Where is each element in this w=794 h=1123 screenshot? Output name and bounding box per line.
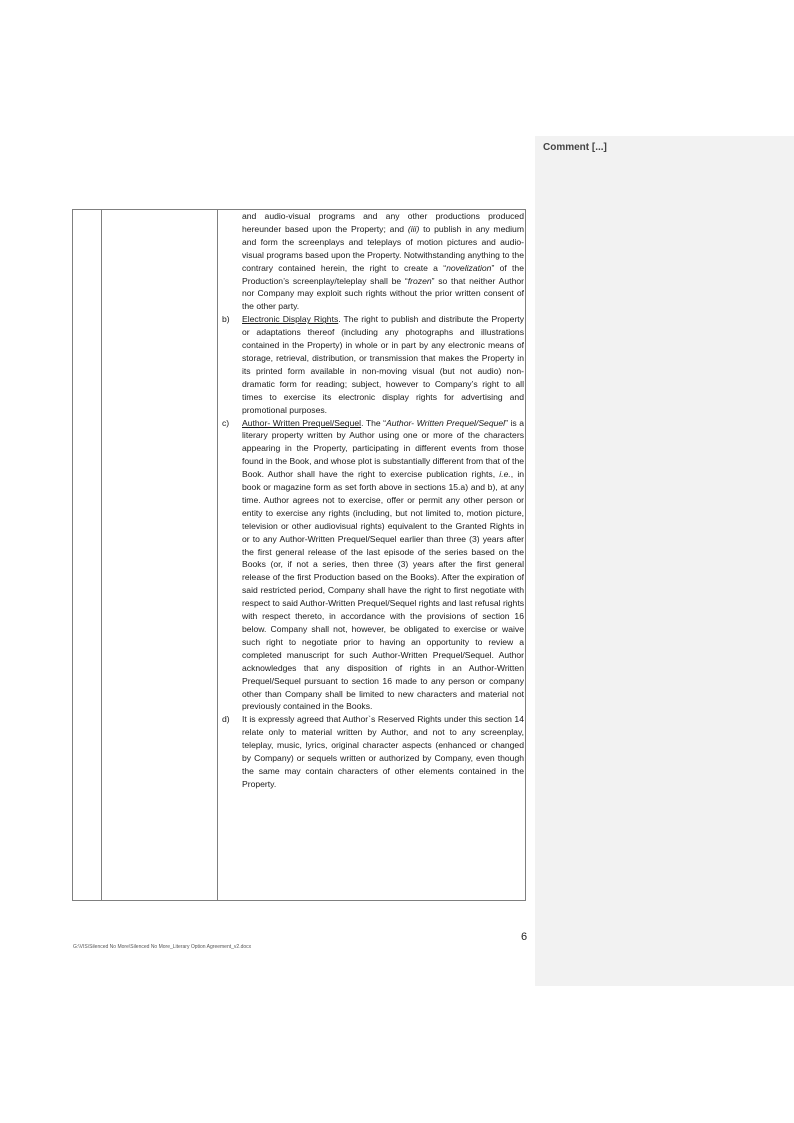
table-text-cell (222, 210, 524, 791)
page-number: 6 (521, 931, 528, 943)
list-item-text (242, 713, 524, 790)
table-column-divider-2 (217, 210, 218, 900)
list-item-paragraph (242, 417, 524, 714)
lettered-list (222, 313, 524, 791)
heading-run: Electronic Display Rights (242, 314, 339, 325)
list-item-text (242, 313, 524, 416)
list-item-label: c) (222, 417, 230, 428)
comment-pane (535, 136, 794, 986)
italic-run: frozen (407, 275, 432, 286)
list-item-label: d) (222, 714, 230, 725)
text-run: ” is a literary property written by Author using one or more of the characters appearing in the Property, participating in different events from those found in the Book, and whose plot is substantially different from that of the Book. Author shall have the right to exercise publication rights, (242, 417, 524, 480)
text-run: It is expressly agreed that Author`s Reserved Rights under this section 14 relate only to material written by Author, and not to any screenplay, teleplay, music, lyrics, original character aspects (enhanced or changed by Company) or sequels written or authorized by Company, even though the same may contain characters of other elements contained in the Property. (242, 714, 524, 789)
text-run: and audio-visual programs and any other productions produced hereunder based upon the Property; and (242, 211, 524, 234)
list-item-paragraph (242, 713, 524, 790)
agreement-table (72, 209, 526, 901)
list-item-paragraph (242, 313, 524, 416)
comment-pane-title: Comment [...] (543, 142, 607, 153)
table-column-divider-1 (101, 210, 102, 900)
italic-run: Author- Written Prequel/Sequel (386, 417, 506, 428)
text-run: ” so that neither Author nor Company may exploit such rights without the prior written consent of the other party. (242, 275, 524, 312)
list-item (222, 713, 524, 790)
text-run: . The right to publish and distribute the Property or adaptations thereof (including any photographs and illustrations contained in the Property) in whole or in part by any electronic means of storage, retrieval, distribution, or transmission that makes the Property in its printed form available in non-moving visual (but not audio) non-dramatic form for reading; subject, however to Company’s right to all times to exercise its electronic display rights for advertising and promotional purposes. (242, 314, 524, 415)
text-run: . The “ (361, 417, 387, 428)
text-run: , in book or magazine form as set forth above in sections 15.a) and b), at any time. Author agrees not to exercise, offer or permit any other person or entity to exercise any rights (including, but not limited to, motion picture, television or other audiovisual rights) equivalent to the Granted Rights in or to any Author-Written Prequel/Sequel earlier than three (3) years after the first general release of the last episode of the series based on the Books (or, if not a series, then three (3) years after the first general release of the first Production based on the Books). After the expiration of said restricted period, Company shall have the right to first negotiate with respect to said Author-Written Prequel/Sequel rights and last refusal rights with respect thereto, in accordance with the provisions of section 16 below. Company shall not, however, be obligated to exercise or waive such right to negotiate prior to having an opportunity to review a completed manuscript for such Author-Written Prequel/Sequel. Author acknowledges that any disposition of rights in an Author-Written Prequel/Sequel pursuant to section 16 made to any person or company other than Company shall be limited to new characters and material not previously contained in the Books. (242, 469, 525, 712)
italic-run: (iii) (407, 223, 420, 234)
heading-run: Author- Written Prequel/Sequel (242, 417, 362, 428)
text-run: ” of the Production’s screenplay/teleplay shall be “ (242, 262, 524, 286)
italic-run: i.e. (499, 469, 511, 480)
list-item (222, 313, 524, 416)
text-run: to publish in any medium and form the screenplays and teleplays of motion pictures and audio-visual programs based upon the Property. Notwithstanding anything to the contrary contained herein, the right to create a “ (242, 223, 524, 273)
footer-file-path: G:\VIS\Silenced No More\Silenced No More_Literary Option Agreement_v2.docx (73, 944, 252, 950)
intro-paragraph (222, 210, 524, 313)
list-item (222, 417, 524, 714)
list-item-text (242, 417, 524, 714)
list-item-label: b) (222, 314, 230, 325)
italic-run: novelization (446, 262, 492, 273)
